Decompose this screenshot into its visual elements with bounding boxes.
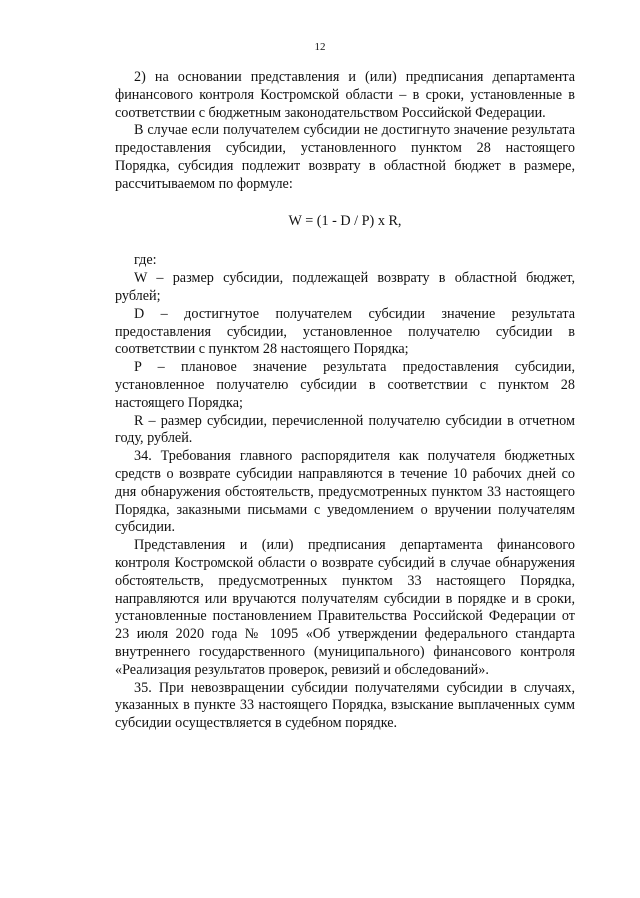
definition-w: W – размер субсидии, подлежащей возврату в областной бюджет, рублей; — [115, 270, 575, 304]
return-formula: W = (1 - D / P) x R, — [288, 212, 402, 229]
definition-r: R – размер субсидии, перечисленной получателю субсидии в отчетном году, рублей. — [115, 412, 575, 447]
paragraph-item-34: 34. Требования главного распорядителя как получателя бюджетных средств о возврате субсидии направляются в течение 10 рабочих дней со дня обнаружения обстоятельств, предусмотренных пунктом 33 настоящего Порядка, заказными письмами с уведомлением о вручении получателям субсидии. — [115, 448, 575, 536]
paragraph-subsidy-return-condition: В случае если получателем субсидии не достигнуто значение результата предоставления субсидии, установленного пунктом 28 настоящего Порядка, субсидия подлежит возврату в областной бюджет в размере, рассчитываемом по формуле: — [115, 122, 575, 192]
paragraph-item-35: 35. При невозвращении субсидии получателями субсидии в случаях, указанных в пункте 33 настоящего Порядка, взыскание выплаченных сумм субсидии осуществляется в судебном порядке. — [115, 679, 575, 732]
paragraph-item-34-continuation: Представления и (или) предписания департамента финансового контроля Костромской области о возврате субсидий в случае обнаружения обстоятельств, предусмотренных пунктом 33 настоящего Порядка, направляются или вручаются получателям субсидии в порядке и в сроки, установленные постановлением Правительства Российской Федерации от 23 июля 2020 года № 1095 «Об утверждении федерального стандарта внутреннего государственного (муниципального) финансового контроля «Реализация результатов проверок, ревизий и обследований». — [115, 537, 575, 678]
definition-p: P – плановое значение результата предоставления субсидии, установленное получателю субсидии в соответствии с пунктом 28 настоящего Порядка; — [115, 359, 575, 411]
page-number: 12 — [314, 41, 326, 53]
where-label: где: — [134, 252, 157, 269]
definition-d: D – достигнутое получателем субсидии значение результата предоставления субсидии, установленное получателю субсидии в соответствии с пунктом 28 настоящего Порядка; — [115, 305, 575, 358]
document-body — [115, 69, 575, 733]
paragraph-clause-2: 2) на основании представления и (или) предписания департамента финансового контроля Костромской области – в сроки, установленные в соответствии с бюджетным законодательством Российской Федерации. — [115, 69, 575, 121]
